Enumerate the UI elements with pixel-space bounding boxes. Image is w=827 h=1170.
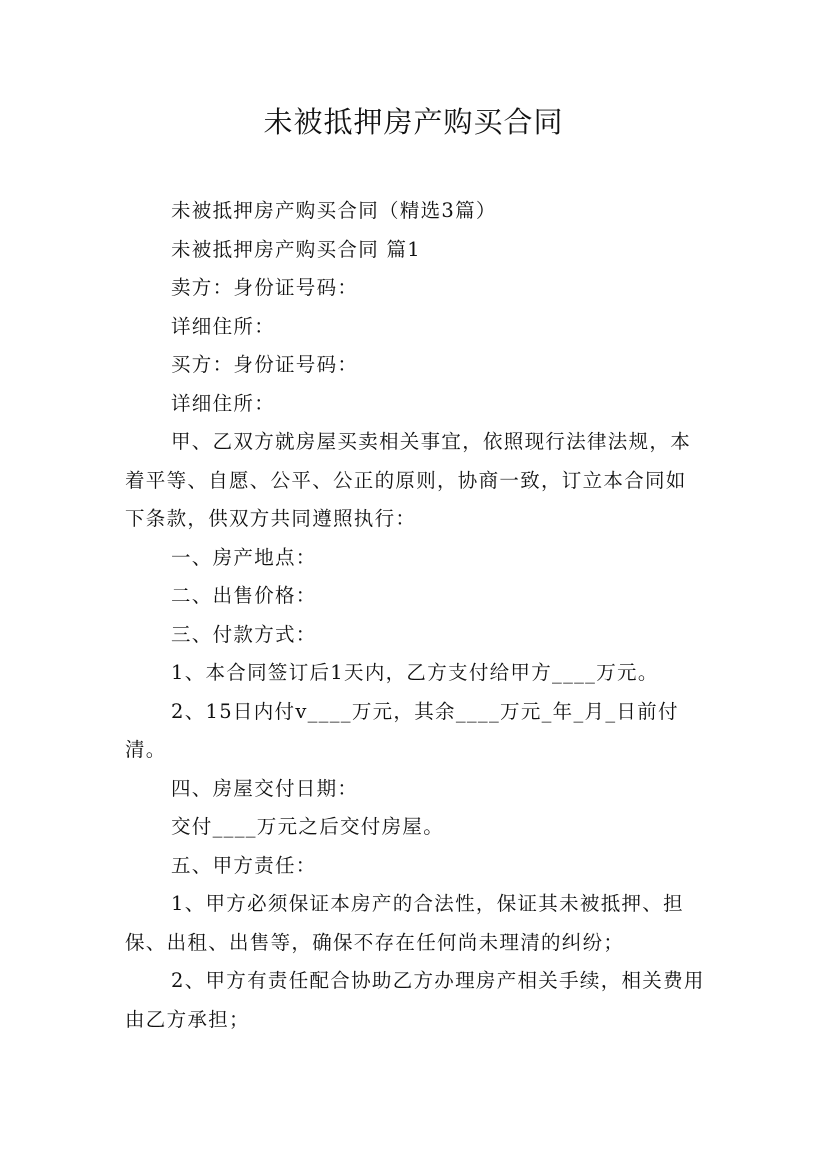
buyer-address-paragraph: 详细住所： [171, 391, 276, 415]
clause-payment-paragraph: 三、付款方式： [171, 622, 317, 646]
preamble-paragraph: 甲、乙双方就房屋买卖相关事宜，依照现行法律法规，本着平等、自愿、公平、公正的原则，协商一致，订立本合同如下条款，供双方共同遵照执行： [125, 430, 692, 530]
seller-id-paragraph: 卖方：身份证号码： [171, 276, 359, 299]
subtitle-paragraph: 未被抵押房产购买合同（精选3篇） [171, 199, 497, 222]
clause-party-a-duty-paragraph: 五、甲方责任： [171, 853, 317, 877]
payment-item-1-paragraph: 1、本合同签订后1天内，乙方支付给甲方____万元。 [171, 661, 659, 684]
delivery-detail-paragraph: 交付____万元之后交付房屋。 [171, 815, 444, 838]
document-body [125, 192, 707, 1039]
party-a-duty-item-1-paragraph: 1、甲方必须保证本房产的合法性，保证其未被抵押、担保、出租、出售等，确保不存在任何尚未理清的纠纷； [125, 892, 684, 954]
clause-delivery-date-paragraph: 四、房屋交付日期： [171, 776, 359, 800]
buyer-id-paragraph: 买方：身份证号码： [171, 353, 359, 376]
party-a-duty-item-2-paragraph: 2、甲方有责任配合协助乙方办理房产相关手续，相关费用由乙方承担； [125, 969, 705, 1031]
clause-location-paragraph: 一、房产地点： [171, 545, 317, 569]
section-heading-paragraph: 未被抵押房产购买合同 篇1 [171, 237, 422, 261]
seller-address-paragraph: 详细住所： [171, 314, 276, 338]
document-title: 未被抵押房产购买合同 [263, 105, 564, 139]
payment-item-2-paragraph: 2、15日内付v____万元，其余____万元_年_月_日前付清。 [125, 699, 679, 761]
clause-price-paragraph: 二、出售价格： [171, 584, 317, 607]
